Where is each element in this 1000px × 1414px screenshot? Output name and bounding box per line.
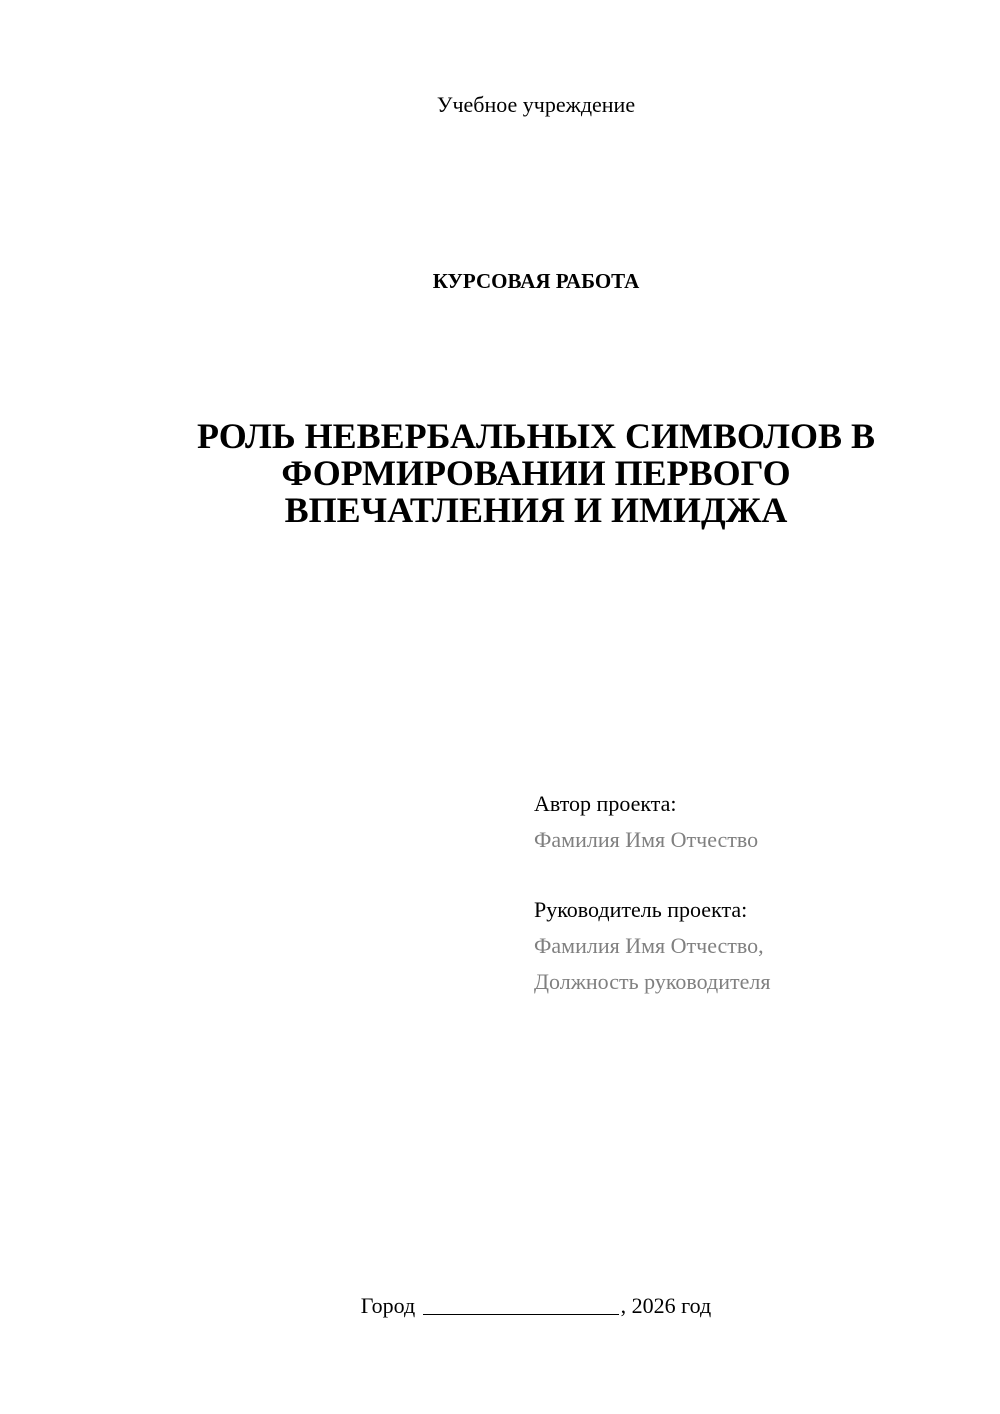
city-blank-line: [423, 1292, 619, 1315]
year-text: , 2026 год: [620, 1293, 712, 1318]
footer-city-year: [0, 1290, 1000, 1321]
document-type: КУРСОВАЯ РАБОТА: [432, 269, 640, 293]
institution-name: Учебное учреждение: [436, 92, 636, 117]
title-line-1: РОЛЬ НЕВЕРБАЛЬНЫХ СИМВОЛОВ В: [197, 416, 875, 456]
title-line-2: ФОРМИРОВАНИИ ПЕРВОГО: [281, 453, 791, 493]
supervisor-label: Руководитель проекта:: [534, 897, 748, 922]
author-label: Автор проекта:: [534, 791, 677, 816]
document-title: [150, 418, 922, 529]
title-line-3: ВПЕЧАТЛЕНИЯ И ИМИДЖА: [284, 490, 788, 530]
author-name: Фамилия Имя Отчество: [534, 827, 759, 852]
supervisor-name: Фамилия Имя Отчество,: [534, 933, 764, 958]
supervisor-position: Должность руководителя: [534, 969, 771, 994]
credits-spacer: [534, 858, 974, 892]
credits-block: [534, 786, 974, 1000]
city-label: Город: [360, 1293, 416, 1318]
